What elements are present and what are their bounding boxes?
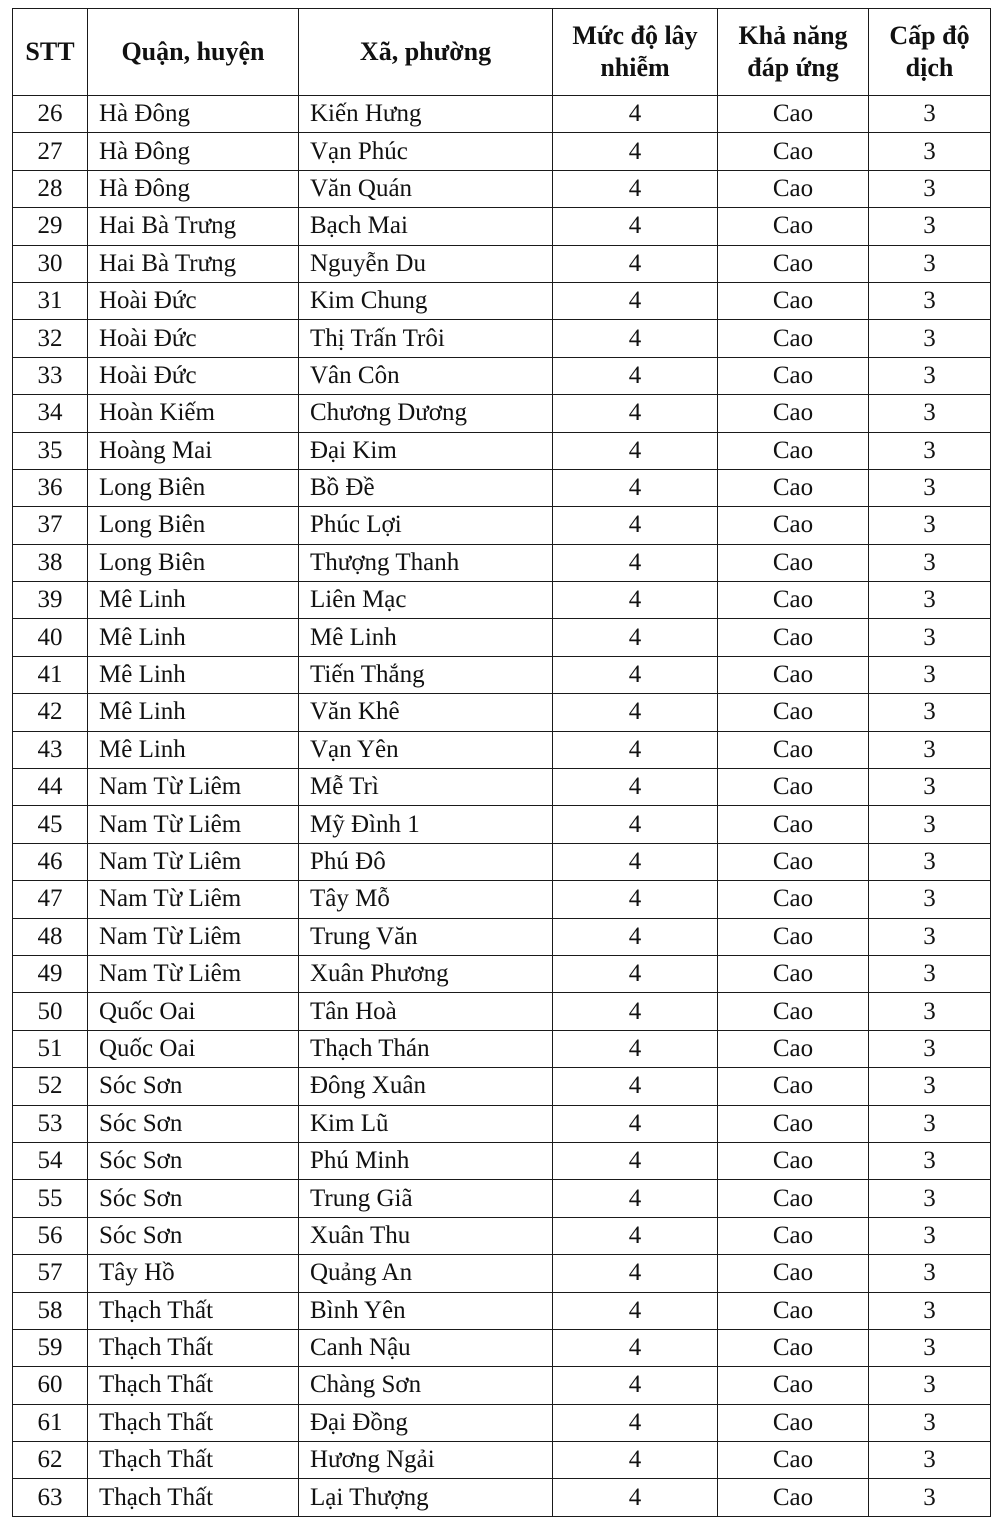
header-row <box>13 9 991 96</box>
table-row <box>13 881 991 918</box>
cell-epidemic-level: 3 <box>869 1404 991 1441</box>
cell-ward: Quảng An <box>299 1255 553 1292</box>
table-row <box>13 96 991 133</box>
cell-stt: 29 <box>13 208 88 245</box>
cell-epidemic-level: 3 <box>869 432 991 469</box>
cell-ward: Mỹ Đình 1 <box>299 806 553 843</box>
cell-stt: 42 <box>13 694 88 731</box>
cell-response-capacity: Cao <box>718 1292 869 1329</box>
cell-infection-level: 4 <box>553 881 718 918</box>
cell-ward: Đại Kim <box>299 432 553 469</box>
cell-stt: 47 <box>13 881 88 918</box>
cell-response-capacity: Cao <box>718 694 869 731</box>
cell-ward: Mê Linh <box>299 619 553 656</box>
cell-infection-level: 4 <box>553 1068 718 1105</box>
table-row <box>13 1180 991 1217</box>
cell-district: Hà Đông <box>88 170 299 207</box>
cell-stt: 33 <box>13 357 88 394</box>
cell-ward: Trung Văn <box>299 918 553 955</box>
cell-epidemic-level: 3 <box>869 1142 991 1179</box>
cell-response-capacity: Cao <box>718 1442 869 1479</box>
header-stt: STT <box>13 9 88 96</box>
cell-ward: Vạn Yên <box>299 731 553 768</box>
cell-ward: Vạn Phúc <box>299 133 553 170</box>
cell-ward: Canh Nậu <box>299 1329 553 1366</box>
cell-response-capacity: Cao <box>718 320 869 357</box>
cell-district: Tây Hồ <box>88 1255 299 1292</box>
cell-infection-level: 4 <box>553 133 718 170</box>
cell-ward: Mễ Trì <box>299 769 553 806</box>
cell-ward: Đông Xuân <box>299 1068 553 1105</box>
cell-response-capacity: Cao <box>718 1404 869 1441</box>
cell-epidemic-level: 3 <box>869 1255 991 1292</box>
cell-epidemic-level: 3 <box>869 133 991 170</box>
table-row <box>13 918 991 955</box>
cell-infection-level: 4 <box>553 656 718 693</box>
cell-response-capacity: Cao <box>718 881 869 918</box>
table-row <box>13 1142 991 1179</box>
cell-district: Thạch Thất <box>88 1292 299 1329</box>
cell-infection-level: 4 <box>553 1142 718 1179</box>
cell-response-capacity: Cao <box>718 769 869 806</box>
cell-response-capacity: Cao <box>718 918 869 955</box>
cell-stt: 58 <box>13 1292 88 1329</box>
cell-response-capacity: Cao <box>718 357 869 394</box>
header-ward: Xã, phường <box>299 9 553 96</box>
cell-epidemic-level: 3 <box>869 1367 991 1404</box>
cell-district: Hà Đông <box>88 133 299 170</box>
cell-ward: Đại Đồng <box>299 1404 553 1441</box>
cell-stt: 46 <box>13 843 88 880</box>
cell-ward: Chàng Sơn <box>299 1367 553 1404</box>
cell-stt: 43 <box>13 731 88 768</box>
cell-ward: Phúc Lợi <box>299 507 553 544</box>
cell-epidemic-level: 3 <box>869 1180 991 1217</box>
cell-response-capacity: Cao <box>718 1068 869 1105</box>
cell-response-capacity: Cao <box>718 582 869 619</box>
cell-stt: 53 <box>13 1105 88 1142</box>
cell-stt: 57 <box>13 1255 88 1292</box>
cell-infection-level: 4 <box>553 208 718 245</box>
cell-stt: 26 <box>13 96 88 133</box>
cell-infection-level: 4 <box>553 1105 718 1142</box>
cell-district: Thạch Thất <box>88 1367 299 1404</box>
cell-stt: 37 <box>13 507 88 544</box>
cell-district: Hà Đông <box>88 96 299 133</box>
cell-infection-level: 4 <box>553 1217 718 1254</box>
table-body <box>13 96 991 1517</box>
cell-response-capacity: Cao <box>718 1329 869 1366</box>
cell-response-capacity: Cao <box>718 1255 869 1292</box>
cell-infection-level: 4 <box>553 582 718 619</box>
cell-stt: 50 <box>13 993 88 1030</box>
table-header <box>13 9 991 96</box>
table-row <box>13 843 991 880</box>
cell-epidemic-level: 3 <box>869 955 991 992</box>
cell-response-capacity: Cao <box>718 731 869 768</box>
table-row <box>13 1255 991 1292</box>
cell-district: Mê Linh <box>88 694 299 731</box>
cell-epidemic-level: 3 <box>869 843 991 880</box>
cell-stt: 49 <box>13 955 88 992</box>
cell-response-capacity: Cao <box>718 208 869 245</box>
cell-ward: Chương Dương <box>299 395 553 432</box>
table-row <box>13 208 991 245</box>
cell-response-capacity: Cao <box>718 1367 869 1404</box>
cell-ward: Phú Đô <box>299 843 553 880</box>
cell-infection-level: 4 <box>553 1329 718 1366</box>
table-row <box>13 582 991 619</box>
header-response-capacity: Khả năng đáp ứng <box>718 9 869 96</box>
cell-infection-level: 4 <box>553 170 718 207</box>
cell-infection-level: 4 <box>553 1030 718 1067</box>
cell-ward: Thạch Thán <box>299 1030 553 1067</box>
cell-district: Sóc Sơn <box>88 1180 299 1217</box>
cell-stt: 51 <box>13 1030 88 1067</box>
cell-epidemic-level: 3 <box>869 769 991 806</box>
table-row <box>13 1404 991 1441</box>
cell-epidemic-level: 3 <box>869 96 991 133</box>
cell-district: Thạch Thất <box>88 1404 299 1441</box>
header-district: Quận, huyện <box>88 9 299 96</box>
cell-ward: Phú Minh <box>299 1142 553 1179</box>
cell-response-capacity: Cao <box>718 432 869 469</box>
table-row <box>13 1030 991 1067</box>
cell-response-capacity: Cao <box>718 507 869 544</box>
table-row <box>13 395 991 432</box>
cell-district: Sóc Sơn <box>88 1105 299 1142</box>
cell-response-capacity: Cao <box>718 1105 869 1142</box>
cell-infection-level: 4 <box>553 282 718 319</box>
cell-stt: 62 <box>13 1442 88 1479</box>
cell-epidemic-level: 3 <box>869 395 991 432</box>
cell-response-capacity: Cao <box>718 1180 869 1217</box>
cell-infection-level: 4 <box>553 918 718 955</box>
cell-infection-level: 4 <box>553 1292 718 1329</box>
cell-ward: Văn Khê <box>299 694 553 731</box>
table-row <box>13 1442 991 1479</box>
header-epidemic-level: Cấp độ dịch <box>869 9 991 96</box>
cell-infection-level: 4 <box>553 1479 718 1516</box>
cell-infection-level: 4 <box>553 619 718 656</box>
cell-district: Mê Linh <box>88 619 299 656</box>
cell-district: Hai Bà Trưng <box>88 208 299 245</box>
cell-district: Mê Linh <box>88 582 299 619</box>
cell-ward: Nguyễn Du <box>299 245 553 282</box>
cell-infection-level: 4 <box>553 1180 718 1217</box>
cell-stt: 54 <box>13 1142 88 1179</box>
table-row <box>13 469 991 506</box>
cell-stt: 40 <box>13 619 88 656</box>
epidemic-level-table <box>12 8 991 1517</box>
cell-district: Hoài Đức <box>88 282 299 319</box>
cell-response-capacity: Cao <box>718 656 869 693</box>
cell-ward: Lại Thượng <box>299 1479 553 1516</box>
cell-epidemic-level: 3 <box>869 694 991 731</box>
table-row <box>13 357 991 394</box>
cell-infection-level: 4 <box>553 507 718 544</box>
cell-district: Nam Từ Liêm <box>88 881 299 918</box>
cell-district: Nam Từ Liêm <box>88 955 299 992</box>
table-row <box>13 1217 991 1254</box>
cell-infection-level: 4 <box>553 993 718 1030</box>
header-infection-level: Mức độ lây nhiễm <box>553 9 718 96</box>
cell-stt: 52 <box>13 1068 88 1105</box>
table-row <box>13 133 991 170</box>
cell-district: Sóc Sơn <box>88 1217 299 1254</box>
cell-infection-level: 4 <box>553 357 718 394</box>
cell-response-capacity: Cao <box>718 806 869 843</box>
cell-stt: 39 <box>13 582 88 619</box>
cell-district: Nam Từ Liêm <box>88 806 299 843</box>
table-row <box>13 1367 991 1404</box>
cell-district: Quốc Oai <box>88 993 299 1030</box>
cell-district: Nam Từ Liêm <box>88 843 299 880</box>
cell-stt: 61 <box>13 1404 88 1441</box>
cell-district: Sóc Sơn <box>88 1142 299 1179</box>
cell-ward: Bình Yên <box>299 1292 553 1329</box>
cell-ward: Tây Mỗ <box>299 881 553 918</box>
cell-district: Thạch Thất <box>88 1479 299 1516</box>
cell-response-capacity: Cao <box>718 245 869 282</box>
cell-ward: Xuân Phương <box>299 955 553 992</box>
table-row <box>13 432 991 469</box>
document-page <box>12 8 990 1517</box>
cell-district: Hoài Đức <box>88 357 299 394</box>
cell-ward: Kim Lũ <box>299 1105 553 1142</box>
cell-response-capacity: Cao <box>718 395 869 432</box>
cell-district: Hoài Đức <box>88 320 299 357</box>
cell-stt: 38 <box>13 544 88 581</box>
cell-infection-level: 4 <box>553 395 718 432</box>
cell-infection-level: 4 <box>553 1442 718 1479</box>
table-row <box>13 1479 991 1516</box>
cell-epidemic-level: 3 <box>869 1442 991 1479</box>
cell-response-capacity: Cao <box>718 619 869 656</box>
cell-response-capacity: Cao <box>718 1217 869 1254</box>
cell-infection-level: 4 <box>553 955 718 992</box>
cell-ward: Liên Mạc <box>299 582 553 619</box>
cell-district: Long Biên <box>88 544 299 581</box>
cell-ward: Thượng Thanh <box>299 544 553 581</box>
cell-response-capacity: Cao <box>718 282 869 319</box>
cell-infection-level: 4 <box>553 320 718 357</box>
cell-ward: Kiến Hưng <box>299 96 553 133</box>
cell-response-capacity: Cao <box>718 544 869 581</box>
cell-epidemic-level: 3 <box>869 1329 991 1366</box>
cell-stt: 36 <box>13 469 88 506</box>
cell-ward: Thị Trấn Trôi <box>299 320 553 357</box>
cell-stt: 59 <box>13 1329 88 1366</box>
cell-stt: 27 <box>13 133 88 170</box>
cell-ward: Bạch Mai <box>299 208 553 245</box>
cell-epidemic-level: 3 <box>869 656 991 693</box>
cell-district: Mê Linh <box>88 731 299 768</box>
cell-district: Thạch Thất <box>88 1442 299 1479</box>
cell-response-capacity: Cao <box>718 133 869 170</box>
cell-stt: 28 <box>13 170 88 207</box>
cell-epidemic-level: 3 <box>869 1105 991 1142</box>
cell-epidemic-level: 3 <box>869 170 991 207</box>
cell-epidemic-level: 3 <box>869 320 991 357</box>
cell-stt: 45 <box>13 806 88 843</box>
table-row <box>13 282 991 319</box>
cell-epidemic-level: 3 <box>869 245 991 282</box>
table-row <box>13 320 991 357</box>
cell-epidemic-level: 3 <box>869 918 991 955</box>
cell-district: Long Biên <box>88 507 299 544</box>
cell-district: Sóc Sơn <box>88 1068 299 1105</box>
cell-epidemic-level: 3 <box>869 1479 991 1516</box>
cell-infection-level: 4 <box>553 843 718 880</box>
cell-epidemic-level: 3 <box>869 282 991 319</box>
cell-epidemic-level: 3 <box>869 544 991 581</box>
table-row <box>13 544 991 581</box>
cell-stt: 35 <box>13 432 88 469</box>
cell-district: Long Biên <box>88 469 299 506</box>
cell-infection-level: 4 <box>553 1404 718 1441</box>
cell-infection-level: 4 <box>553 694 718 731</box>
cell-epidemic-level: 3 <box>869 1217 991 1254</box>
cell-response-capacity: Cao <box>718 843 869 880</box>
cell-ward: Xuân Thu <box>299 1217 553 1254</box>
cell-ward: Tiến Thắng <box>299 656 553 693</box>
table-row <box>13 619 991 656</box>
cell-response-capacity: Cao <box>718 955 869 992</box>
cell-infection-level: 4 <box>553 544 718 581</box>
cell-infection-level: 4 <box>553 96 718 133</box>
cell-stt: 60 <box>13 1367 88 1404</box>
table-row <box>13 769 991 806</box>
table-row <box>13 955 991 992</box>
cell-stt: 41 <box>13 656 88 693</box>
table-row <box>13 1329 991 1366</box>
table-row <box>13 993 991 1030</box>
cell-stt: 56 <box>13 1217 88 1254</box>
cell-stt: 32 <box>13 320 88 357</box>
cell-infection-level: 4 <box>553 806 718 843</box>
cell-ward: Trung Giã <box>299 1180 553 1217</box>
table-row <box>13 170 991 207</box>
cell-epidemic-level: 3 <box>869 619 991 656</box>
cell-district: Thạch Thất <box>88 1329 299 1366</box>
cell-epidemic-level: 3 <box>869 469 991 506</box>
cell-epidemic-level: 3 <box>869 731 991 768</box>
cell-infection-level: 4 <box>553 1367 718 1404</box>
cell-district: Mê Linh <box>88 656 299 693</box>
cell-stt: 55 <box>13 1180 88 1217</box>
cell-district: Hoàn Kiếm <box>88 395 299 432</box>
cell-stt: 30 <box>13 245 88 282</box>
cell-response-capacity: Cao <box>718 170 869 207</box>
cell-response-capacity: Cao <box>718 993 869 1030</box>
table-row <box>13 806 991 843</box>
cell-epidemic-level: 3 <box>869 1030 991 1067</box>
cell-infection-level: 4 <box>553 469 718 506</box>
cell-district: Hai Bà Trưng <box>88 245 299 282</box>
cell-epidemic-level: 3 <box>869 1068 991 1105</box>
cell-district: Quốc Oai <box>88 1030 299 1067</box>
cell-ward: Văn Quán <box>299 170 553 207</box>
cell-district: Nam Từ Liêm <box>88 769 299 806</box>
cell-ward: Hương Ngải <box>299 1442 553 1479</box>
cell-epidemic-level: 3 <box>869 993 991 1030</box>
cell-epidemic-level: 3 <box>869 507 991 544</box>
cell-response-capacity: Cao <box>718 1479 869 1516</box>
table-row <box>13 507 991 544</box>
cell-response-capacity: Cao <box>718 96 869 133</box>
cell-stt: 31 <box>13 282 88 319</box>
table-row <box>13 731 991 768</box>
cell-infection-level: 4 <box>553 731 718 768</box>
table-row <box>13 1292 991 1329</box>
cell-ward: Tân Hoà <box>299 993 553 1030</box>
cell-epidemic-level: 3 <box>869 806 991 843</box>
table-row <box>13 1105 991 1142</box>
cell-infection-level: 4 <box>553 1255 718 1292</box>
cell-epidemic-level: 3 <box>869 582 991 619</box>
cell-stt: 48 <box>13 918 88 955</box>
table-row <box>13 694 991 731</box>
cell-district: Hoàng Mai <box>88 432 299 469</box>
cell-epidemic-level: 3 <box>869 208 991 245</box>
cell-ward: Bồ Đề <box>299 469 553 506</box>
cell-stt: 63 <box>13 1479 88 1516</box>
cell-stt: 44 <box>13 769 88 806</box>
cell-epidemic-level: 3 <box>869 357 991 394</box>
cell-infection-level: 4 <box>553 245 718 282</box>
cell-infection-level: 4 <box>553 769 718 806</box>
cell-district: Nam Từ Liêm <box>88 918 299 955</box>
cell-response-capacity: Cao <box>718 469 869 506</box>
table-row <box>13 1068 991 1105</box>
table-row <box>13 656 991 693</box>
cell-response-capacity: Cao <box>718 1030 869 1067</box>
cell-response-capacity: Cao <box>718 1142 869 1179</box>
cell-ward: Vân Côn <box>299 357 553 394</box>
cell-stt: 34 <box>13 395 88 432</box>
table-row <box>13 245 991 282</box>
cell-infection-level: 4 <box>553 432 718 469</box>
cell-ward: Kim Chung <box>299 282 553 319</box>
cell-epidemic-level: 3 <box>869 881 991 918</box>
cell-epidemic-level: 3 <box>869 1292 991 1329</box>
